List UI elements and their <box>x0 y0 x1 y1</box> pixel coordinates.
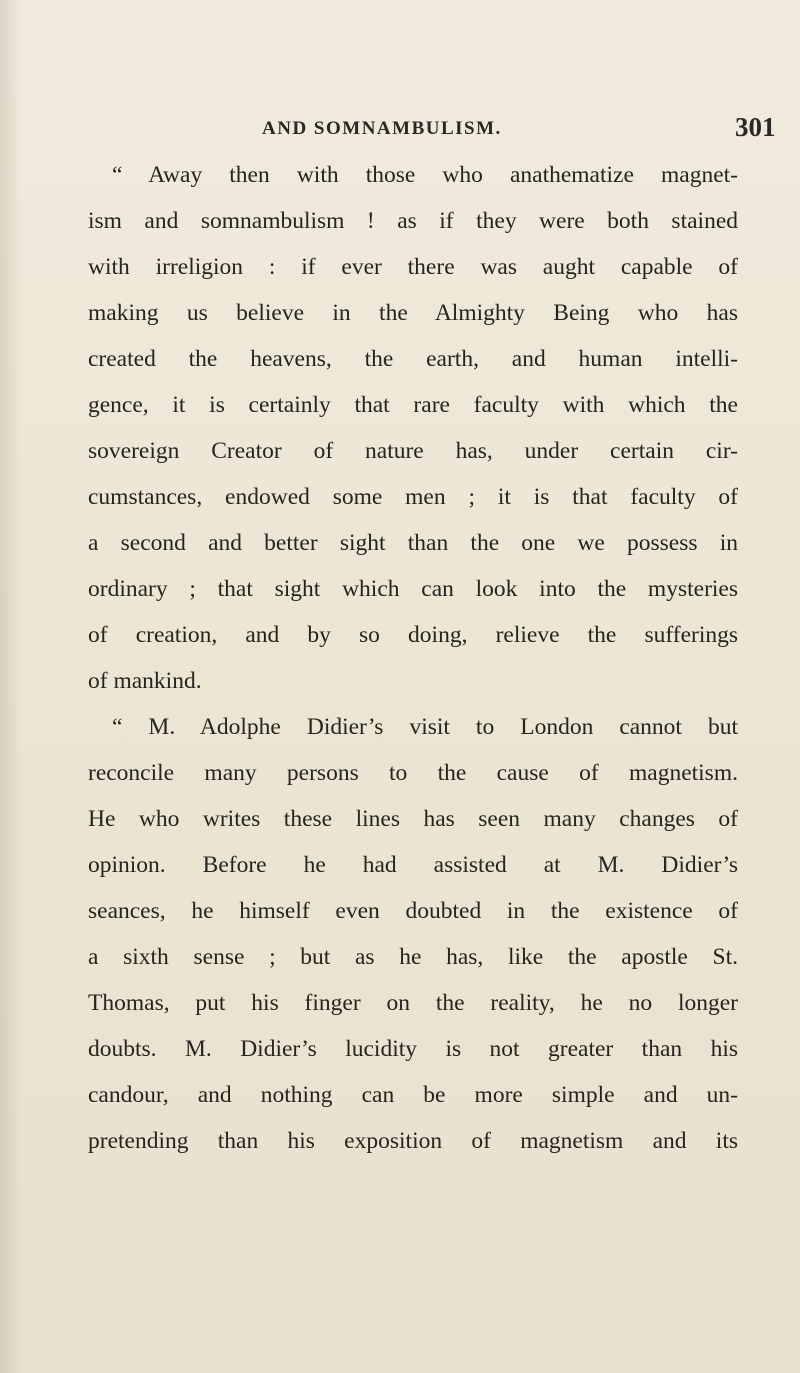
text-line: of creation, and by so doing, relieve the sufferings <box>88 622 738 648</box>
page-gutter-shadow <box>0 0 22 1373</box>
text-line: candour, and nothing can be more simple and un- <box>88 1082 738 1108</box>
text-line: created the heavens, the earth, and human intelli- <box>88 346 738 372</box>
text-line: seances, he himself even doubted in the existence of <box>88 898 738 924</box>
text-line: ordinary ; that sight which can look into the mysteries <box>88 576 738 602</box>
text-line: of mankind. <box>88 668 202 694</box>
text-line: sovereign Creator of nature has, under certain cir- <box>88 438 738 464</box>
text-line: ism and somnambulism ! as if they were both stained <box>88 208 738 234</box>
text-line: making us believe in the Almighty Being who has <box>88 300 738 326</box>
text-line: “ Away then with those who anathematize magnet- <box>112 162 738 188</box>
text-line: cumstances, endowed some men ; it is that faculty of <box>88 484 738 510</box>
text-line: gence, it is certainly that rare faculty with which the <box>88 392 738 418</box>
text-line: “ M. Adolphe Didier’s visit to London cannot but <box>112 714 738 740</box>
text-line: with irreligion : if ever there was aught capable of <box>88 254 738 280</box>
running-head <box>0 112 800 148</box>
page-number: 301 <box>735 112 776 142</box>
text-line: pretending than his exposition of magnetism and its <box>88 1128 738 1154</box>
text-line: opinion. Before he had assisted at M. Didier’s <box>88 852 738 878</box>
text-line: a sixth sense ; but as he has, like the apostle St. <box>88 944 738 970</box>
text-line: doubts. M. Didier’s lucidity is not greater than his <box>88 1036 738 1062</box>
text-line: reconcile many persons to the cause of magnetism. <box>88 760 738 786</box>
text-line: Thomas, put his finger on the reality, he no longer <box>88 990 738 1016</box>
text-line: He who writes these lines has seen many changes of <box>88 806 738 832</box>
text-line: a second and better sight than the one we possess in <box>88 530 738 556</box>
running-title: AND SOMNAMBULISM. <box>262 118 502 139</box>
